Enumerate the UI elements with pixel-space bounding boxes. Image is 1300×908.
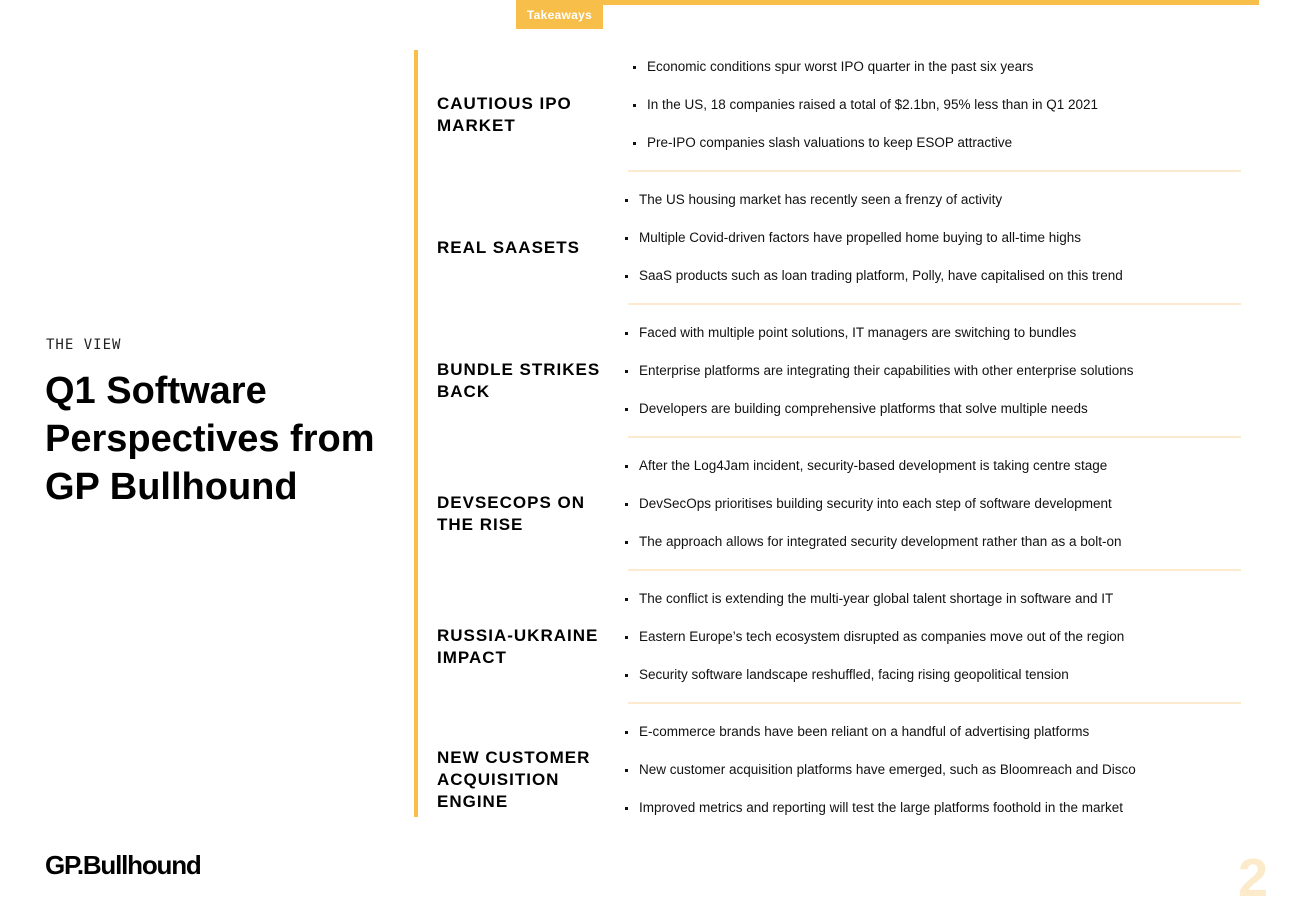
takeaways-list <box>437 48 1257 846</box>
bullet-list <box>639 447 1122 561</box>
section-divider <box>628 436 1241 438</box>
section-label: BUNDLE STRIKES BACK <box>437 359 601 401</box>
bullet-item: Pre-IPO companies slash valuations to keep ESOP attractive <box>647 124 1098 162</box>
tab-takeaways[interactable]: Takeaways <box>516 0 603 29</box>
bullet-item: Economic conditions spur worst IPO quarter in the past six years <box>647 48 1098 86</box>
bullet-item: Improved metrics and reporting will test the large platforms foothold in the market <box>639 789 1136 827</box>
bullet-item: Eastern Europe’s tech ecosystem disrupted as companies move out of the region <box>639 618 1124 656</box>
section-label: CAUTIOUS IPO MARKET <box>437 93 572 135</box>
page-title: Q1 Software Perspectives from GP Bullhound <box>45 370 375 508</box>
takeaway-section <box>437 447 1257 580</box>
vertical-accent-line <box>414 50 418 817</box>
bullet-item: The approach allows for integrated security development rather than as a bolt-on <box>639 523 1122 561</box>
bullet-list <box>639 713 1136 827</box>
bullet-item: The US housing market has recently seen a frenzy of activity <box>639 181 1123 219</box>
takeaway-section <box>437 181 1257 314</box>
bullet-item: Faced with multiple point solutions, IT managers are switching to bundles <box>639 314 1134 352</box>
page-number: 2 <box>1238 848 1269 908</box>
section-label: DEVSECOPS ON THE RISE <box>437 492 586 534</box>
section-label: NEW CUSTOMER ACQUISITION ENGINE <box>437 747 591 811</box>
takeaway-section <box>437 713 1257 846</box>
bullet-item: Security software landscape reshuffled, facing rising geopolitical tension <box>639 656 1124 694</box>
bullet-item: E-commerce brands have been reliant on a handful of advertising platforms <box>639 713 1136 751</box>
section-kicker: THE VIEW <box>46 337 122 353</box>
bullet-item: Multiple Covid-driven factors have propelled home buying to all-time highs <box>639 219 1123 257</box>
gp-bullhound-logo: GP.Bullhound <box>45 850 201 880</box>
section-label: RUSSIA-UKRAINE IMPACT <box>437 625 599 667</box>
takeaway-section <box>437 314 1257 447</box>
bullet-item: New customer acquisition platforms have emerged, such as Bloomreach and Disco <box>639 751 1136 789</box>
bullet-item: After the Log4Jam incident, security-based development is taking centre stage <box>639 447 1122 485</box>
bullet-item: DevSecOps prioritises building security into each step of software development <box>639 485 1122 523</box>
bullet-item: Enterprise platforms are integrating their capabilities with other enterprise solutions <box>639 352 1134 390</box>
section-divider <box>628 170 1241 172</box>
takeaway-section <box>437 48 1257 181</box>
section-divider <box>628 303 1241 305</box>
takeaway-section <box>437 580 1257 713</box>
top-accent-bar <box>516 0 1259 5</box>
bullet-item: SaaS products such as loan trading platform, Polly, have capitalised on this trend <box>639 257 1123 295</box>
section-label: REAL SAASETS <box>437 237 580 257</box>
bullet-list <box>639 580 1124 694</box>
section-divider <box>628 702 1241 704</box>
bullet-item: The conflict is extending the multi-year global talent shortage in software and IT <box>639 580 1124 618</box>
bullet-item: Developers are building comprehensive platforms that solve multiple needs <box>639 390 1134 428</box>
bullet-list <box>639 314 1134 428</box>
bullet-list <box>647 48 1098 162</box>
bullet-item: In the US, 18 companies raised a total of $2.1bn, 95% less than in Q1 2021 <box>647 86 1098 124</box>
bullet-list <box>639 181 1123 295</box>
section-divider <box>628 569 1241 571</box>
